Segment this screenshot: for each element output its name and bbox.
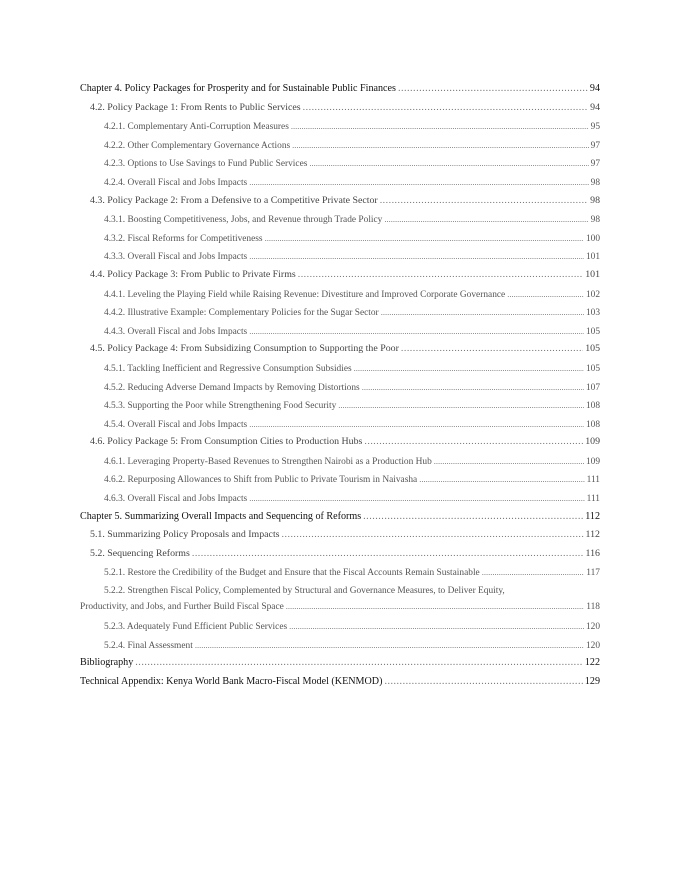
dot-leader [249, 173, 588, 193]
table-of-contents [80, 80, 600, 691]
toc-entry-label: 5.2.1. Restore the Credibility of the Budget and Ensure that the Fiscal Accounts Remain Sustainable [104, 568, 480, 579]
toc-entry-label: 4.5.2. Reducing Adverse Demand Impacts by Removing Distortions [104, 382, 360, 393]
toc-entry-bibliography[interactable] [80, 654, 600, 673]
dot-leader [434, 452, 584, 472]
toc-entry-4-4-2[interactable] [80, 303, 600, 322]
toc-entry-label: Chapter 5. Summarizing Overall Impacts and Sequencing of Reforms [80, 510, 362, 522]
toc-entry-5-2-1[interactable] [80, 563, 600, 582]
toc-entry-4-3-1[interactable] [80, 210, 600, 229]
toc-entry-4-6-1[interactable] [80, 452, 600, 471]
dot-leader [135, 654, 583, 673]
toc-page-number: 112 [585, 529, 600, 541]
toc-entry-label: Chapter 4. Policy Packages for Prosperity and for Sustainable Public Finances [80, 83, 396, 94]
toc-entry-4-3[interactable] [80, 192, 600, 211]
dot-leader [195, 636, 584, 656]
toc-entry-label-line2: Productivity, and Jobs, and Further Build Fiscal Space [80, 602, 284, 613]
toc-entry-5-2[interactable] [80, 545, 600, 564]
toc-page-number: 111 [586, 475, 600, 486]
dot-leader [249, 489, 584, 509]
toc-page-number: 108 [585, 401, 600, 412]
dot-leader [292, 136, 588, 156]
dot-leader [364, 433, 583, 452]
toc-entry-4-5-3[interactable] [80, 396, 600, 415]
toc-entry-4-4-3[interactable] [80, 322, 600, 341]
toc-entry-5-2-3[interactable] [80, 617, 600, 636]
dot-leader [398, 80, 588, 99]
toc-entry-4-4[interactable] [80, 266, 600, 285]
toc-entry-4-2-1[interactable] [80, 117, 600, 136]
toc-entry-4-3-3[interactable] [80, 247, 600, 266]
toc-entry-5-1[interactable] [80, 526, 600, 545]
toc-entry-label: 4.4.2. Illustrative Example: Complementary Policies for the Sugar Sector [104, 308, 379, 319]
toc-page-number: 97 [590, 159, 600, 170]
dot-leader [419, 470, 584, 490]
toc-entry-label-line1: 5.2.2. Strengthen Fiscal Policy, Complemented by Structural and Governance Measures, to Deliver Equity, [104, 586, 505, 597]
dot-leader [363, 508, 583, 527]
toc-entry-4-6-3[interactable] [80, 489, 600, 508]
toc-page-number: 94 [589, 83, 600, 94]
dot-leader [338, 396, 584, 416]
toc-entry-label: 4.6. Policy Package 5: From Consumption Cities to Production Hubs [90, 436, 363, 448]
toc-entry-label: 4.4.3. Overall Fiscal and Jobs Impacts [104, 326, 248, 337]
toc-entry-label: 4.3.2. Fiscal Reforms for Competitiveness [104, 233, 263, 244]
toc-entry-label: 4.2.2. Other Complementary Governance Actions [104, 140, 291, 151]
toc-entry-label: 5.1. Summarizing Policy Proposals and Impacts [90, 529, 280, 541]
dot-leader [289, 617, 584, 637]
toc-page-number: 105 [585, 326, 600, 337]
dot-leader [384, 673, 582, 692]
toc-entry-label: 5.2. Sequencing Reforms [90, 547, 190, 559]
toc-page-number: 111 [586, 494, 600, 505]
toc-page-number: 100 [585, 233, 600, 244]
toc-entry-label: Bibliography [80, 657, 134, 669]
dot-leader [384, 210, 588, 230]
toc-entry-label: 4.2.1. Complementary Anti-Corruption Measures [104, 122, 289, 133]
toc-entry-label: 4.4.1. Leveling the Playing Field while Raising Revenue: Divestiture and Improved Corporate Governance [104, 289, 506, 300]
dot-leader [354, 359, 584, 379]
toc-page-number: 117 [586, 568, 600, 579]
toc-entry-4-3-2[interactable] [80, 229, 600, 248]
toc-page-number: 103 [585, 308, 600, 319]
toc-entry-label: 5.2.3. Adequately Fund Efficient Public Services [104, 622, 288, 633]
toc-page-number: 105 [585, 343, 600, 355]
dot-leader [192, 545, 584, 564]
toc-page-number: 101 [585, 268, 600, 280]
toc-page-number: 116 [585, 547, 600, 559]
toc-page-number: 97 [590, 140, 600, 151]
toc-entry-label: Technical Appendix: Kenya World Bank Macro-Fiscal Model (KENMOD) [80, 675, 383, 687]
toc-entry-label: 5.2.4. Final Assessment [104, 640, 193, 651]
toc-entry-label: 4.3. Policy Package 2: From a Defensive to a Competitive Private Sector [90, 194, 378, 206]
dot-leader [362, 378, 584, 398]
dot-leader [249, 247, 584, 267]
dot-leader [249, 322, 584, 342]
toc-entry-4-5-4[interactable] [80, 415, 600, 434]
toc-entry-label: 4.4. Policy Package 3: From Public to Private Firms [90, 268, 296, 280]
toc-entry-4-2-4[interactable] [80, 173, 600, 192]
toc-entry-4-6-2[interactable] [80, 470, 600, 489]
dot-leader [309, 154, 588, 174]
dot-leader [401, 340, 583, 359]
toc-entry-label: 4.5. Policy Package 4: From Subsidizing Consumption to Supporting the Poor [90, 343, 399, 355]
toc-entry-4-5[interactable] [80, 340, 600, 359]
dot-leader [380, 192, 588, 211]
toc-page-number: 95 [590, 122, 600, 133]
toc-entry-4-2[interactable] [80, 99, 600, 118]
dot-leader [303, 99, 588, 118]
toc-entry-label: 4.6.3. Overall Fiscal and Jobs Impacts [104, 494, 248, 505]
toc-page-number: 108 [585, 419, 600, 430]
toc-page-number: 102 [585, 289, 600, 300]
dot-leader [381, 303, 584, 323]
toc-entry-label: 4.5.1. Tackling Inefficient and Regressive Consumption Subsidies [104, 363, 352, 374]
toc-page-number: 112 [585, 510, 600, 522]
dot-leader [507, 285, 584, 305]
toc-page-number: 107 [585, 382, 600, 393]
toc-page-number: 98 [590, 177, 600, 188]
toc-entry-chapter-4[interactable] [80, 80, 600, 99]
toc-entry-label: 4.6.1. Leveraging Property-Based Revenues to Strengthen Nairobi as a Production Hub [104, 456, 432, 467]
toc-page-number: 120 [585, 640, 600, 651]
toc-entry-technical-appendix[interactable] [80, 673, 600, 692]
toc-entry-4-4-1[interactable] [80, 285, 600, 304]
toc-page-number: 122 [584, 657, 600, 669]
toc-entry-label: 4.6.2. Repurposing Allowances to Shift from Public to Private Tourism in Naivasha [104, 475, 418, 486]
toc-entry-label: 4.5.3. Supporting the Poor while Strengthening Food Security [104, 401, 337, 412]
toc-entry-label: 4.2.3. Options to Use Savings to Fund Public Services [104, 159, 308, 170]
toc-entry-label: 4.5.4. Overall Fiscal and Jobs Impacts [104, 419, 248, 430]
toc-page-number: 98 [590, 215, 600, 226]
toc-entry-4-2-2[interactable] [80, 136, 600, 155]
dot-leader [265, 229, 584, 249]
toc-entry-label: 4.3.3. Overall Fiscal and Jobs Impacts [104, 252, 248, 263]
toc-entry-5-2-4[interactable] [80, 636, 600, 655]
dot-leader [286, 599, 584, 615]
toc-page-number: 109 [585, 436, 600, 448]
toc-entry-label: 4.2.4. Overall Fiscal and Jobs Impacts [104, 177, 248, 188]
toc-entry-4-2-3[interactable] [80, 154, 600, 173]
dot-leader [291, 117, 589, 137]
toc-entry-label: 4.2. Policy Package 1: From Rents to Public Services [90, 101, 301, 113]
toc-entry-5-2-2[interactable] [80, 582, 600, 617]
toc-entry-label: 4.3.1. Boosting Competitiveness, Jobs, and Revenue through Trade Policy [104, 215, 383, 226]
toc-page-number: 94 [590, 101, 600, 113]
dot-leader [482, 563, 585, 583]
toc-page-number: 129 [584, 675, 600, 687]
toc-page-number: 105 [585, 363, 600, 374]
toc-entry-4-5-1[interactable] [80, 359, 600, 378]
dot-leader [298, 266, 583, 285]
toc-entry-4-5-2[interactable] [80, 378, 600, 397]
toc-entry-4-6[interactable] [80, 433, 600, 452]
toc-page-number: 118 [586, 602, 600, 613]
dot-leader [249, 415, 584, 435]
toc-page-number: 98 [590, 194, 600, 206]
toc-page-number: 101 [585, 252, 600, 263]
toc-page-number: 109 [585, 456, 600, 467]
dot-leader [282, 526, 584, 545]
toc-entry-chapter-5[interactable] [80, 508, 600, 527]
toc-page-number: 120 [585, 622, 600, 633]
